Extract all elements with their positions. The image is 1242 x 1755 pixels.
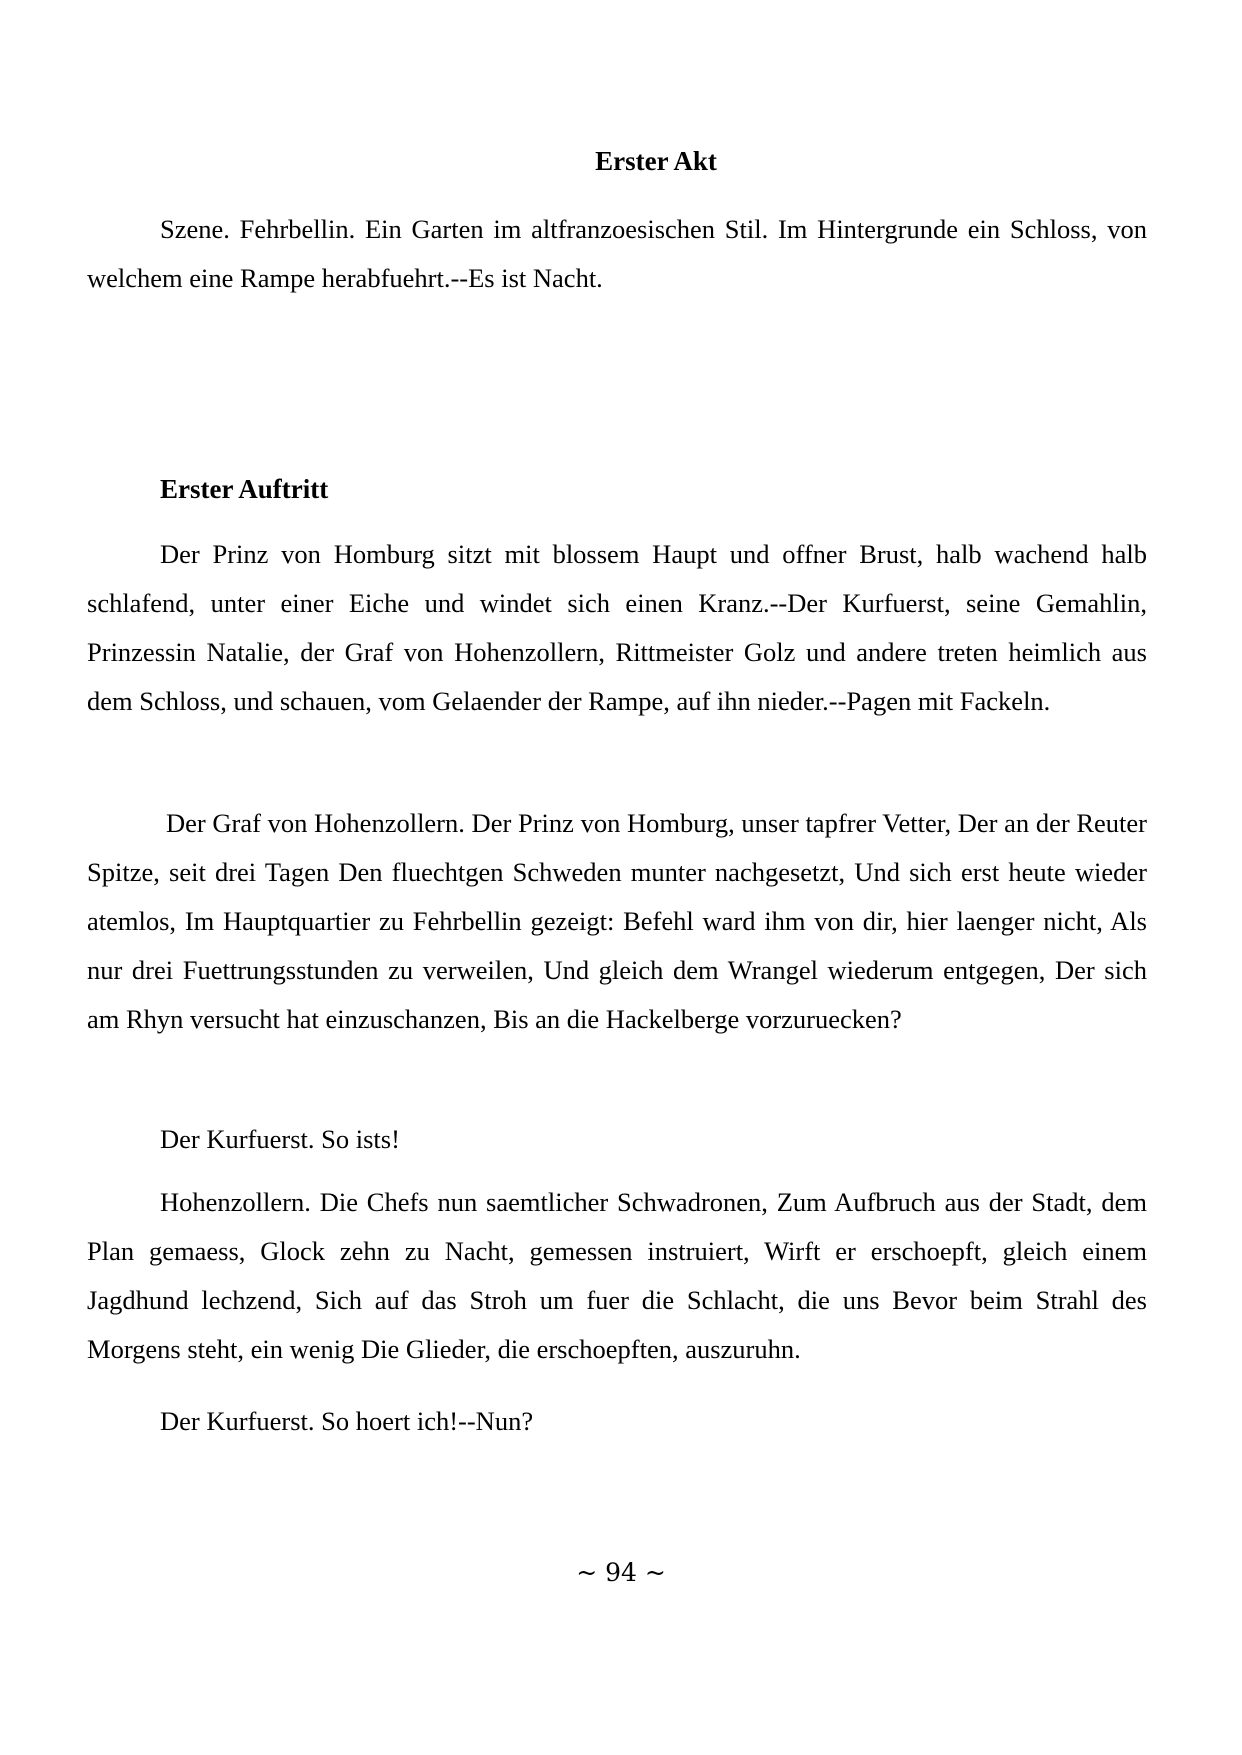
dialogue-paragraph-kurfuerst-2: Der Kurfuerst. So hoert ich!--Nun? xyxy=(160,1406,534,1436)
dialogue-paragraph-hohenzollern-2: Hohenzollern. Die Chefs nun saemtlicher Schwadronen, Zum Aufbruch aus der Stadt, dem Plan gemaess, Glock zehn zu Nacht, gemessen instruiert, Wirft er erschoepft, gleich einem Jagdhund lechzend, Sich auf das Stroh um fuer die Schlacht, die uns Bevor beim Strahl des Morgens steht, ein wenig Die Glieder, die erschoepften, auszuruhn. xyxy=(87,1187,1147,1364)
scene-title: Erster Auftritt xyxy=(160,474,329,504)
stage-direction-paragraph: Der Prinz von Homburg sitzt mit blossem Haupt und offner Brust, halb wachend halb schlafend, unter einer Eiche und windet sich einen Kranz.--Der Kurfuerst, seine Gemahlin, Prinzessin Natalie, der Graf von Hohenzollern, Rittmeister Golz und andere treten heimlich aus dem Schloss, und schauen, vom Gelaender der Rampe, auf ihn nieder.--Pagen mit Fackeln. xyxy=(87,539,1147,716)
dialogue-paragraph-kurfuerst-1: Der Kurfuerst. So ists! xyxy=(160,1124,400,1154)
page-number: ~ 94 ~ xyxy=(576,1558,666,1587)
act-title: Erster Akt xyxy=(595,146,717,176)
dialogue-paragraph-hohenzollern-1: Der Graf von Hohenzollern. Der Prinz von Homburg, unser tapfrer Vetter, Der an der Reuter Spitze, seit drei Tagen Den fluechtgen Schweden munter nachgesetzt, Und sich erst heute wieder atemlos, Im Hauptquartier zu Fehrbellin gezeigt: Befehl ward ihm von dir, hier laenger nicht, Als nur drei Fuettrungsstunden zu verweilen, Und gleich dem Wrangel wiederum entgegen, Der sich am Rhyn versucht hat einzuschanzen, Bis an die Hackelberge vorzuruecken? xyxy=(87,808,1147,1034)
scene-description-paragraph: Szene. Fehrbellin. Ein Garten im altfranzoesischen Stil. Im Hintergrunde ein Schloss, von welchem eine Rampe herabfuehrt.--Es ist Nacht. xyxy=(87,214,1147,293)
